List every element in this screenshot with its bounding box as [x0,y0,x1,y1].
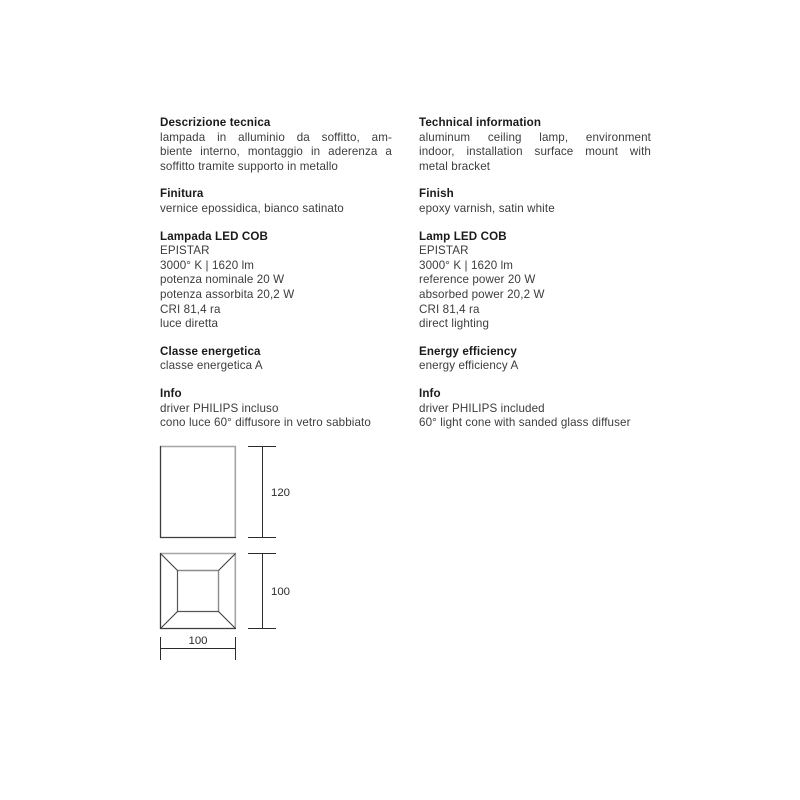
spec-line: vernice epossidica, bianco satinato [160,201,344,215]
spec-block-info [160,387,392,431]
spec-block-info [419,387,651,431]
spec-line: EPISTAR [419,244,469,258]
spec-line: metal bracket [419,159,491,173]
spec-body-energy-class [160,359,392,374]
spec-column-english [419,116,651,444]
spec-line: driver PHILIPS included [419,401,545,415]
spec-line: soffitto tramite supporto in metallo [160,159,338,173]
spec-body-technical-information [419,131,651,175]
spec-heading-finish: Finish [419,187,454,201]
spec-block-lamp [160,230,392,332]
spec-line: lampada in alluminio da soffitto, am- [160,130,392,144]
spec-line: indoor, installation surface mount with [419,145,651,159]
dimension-label-width-100: 100 [188,635,208,647]
spec-body-lamp [419,244,651,332]
spec-block-energy-efficiency [419,345,651,374]
spec-line: CRI 81,4 ra [160,302,221,316]
spec-body-finish [160,202,392,217]
spec-line: potenza assorbita 20,2 W [160,287,295,301]
spec-heading-technical-information: Technical information [419,116,542,129]
spec-line: biente interno, montaggio in aderenza a [160,145,392,159]
spec-line: classe energetica A [160,359,263,373]
spec-heading-energy-class: Classe energetica [160,344,261,358]
spec-block-lamp [419,230,651,332]
spec-line: CRI 81,4 ra [419,302,480,316]
spec-line: cono luce 60° diffusore in vetro sabbiato [160,416,371,430]
dimension-label-height-100: 100 [271,586,291,598]
spec-block-finish [419,187,651,216]
spec-line: energy efficiency A [419,359,519,373]
spec-heading-info: Info [419,386,441,400]
spec-line: EPISTAR [160,244,210,258]
spec-heading-technical-description: Descrizione tecnica [160,116,271,129]
spec-block-energy-class [160,345,392,374]
spec-heading-lamp: Lampada LED COB [160,229,269,243]
spec-heading-finish: Finitura [160,187,204,201]
spec-body-info [160,402,392,431]
spec-line: aluminum ceiling lamp, environment [419,130,651,144]
spec-line: 60° light cone with sanded glass diffuser [419,416,631,430]
spec-line: luce diretta [160,317,219,331]
spec-block-technical-information [419,116,651,174]
spec-line: epoxy varnish, satin white [419,201,555,215]
spec-block-finish [160,187,392,216]
spec-heading-lamp: Lamp LED COB [419,229,507,243]
spec-body-lamp [160,244,392,332]
spec-line: absorbed power 20,2 W [419,287,545,301]
spec-body-technical-description [160,131,392,175]
spec-body-energy-efficiency [419,359,651,374]
spec-line: driver PHILIPS incluso [160,401,279,415]
spec-body-info [419,402,651,431]
spec-heading-info: Info [160,386,182,400]
spec-column-italian [160,116,392,444]
spec-line: direct lighting [419,317,490,331]
spec-body-finish [419,202,651,217]
spec-line: 3000° K | 1620 lm [160,258,255,272]
spec-line: reference power 20 W [419,273,536,287]
spec-block-technical-description [160,116,392,174]
dimension-label-height-120: 120 [271,487,291,499]
spec-line: 3000° K | 1620 lm [419,258,514,272]
spec-heading-energy-efficiency: Energy efficiency [419,344,517,358]
spec-line: potenza nominale 20 W [160,273,285,287]
